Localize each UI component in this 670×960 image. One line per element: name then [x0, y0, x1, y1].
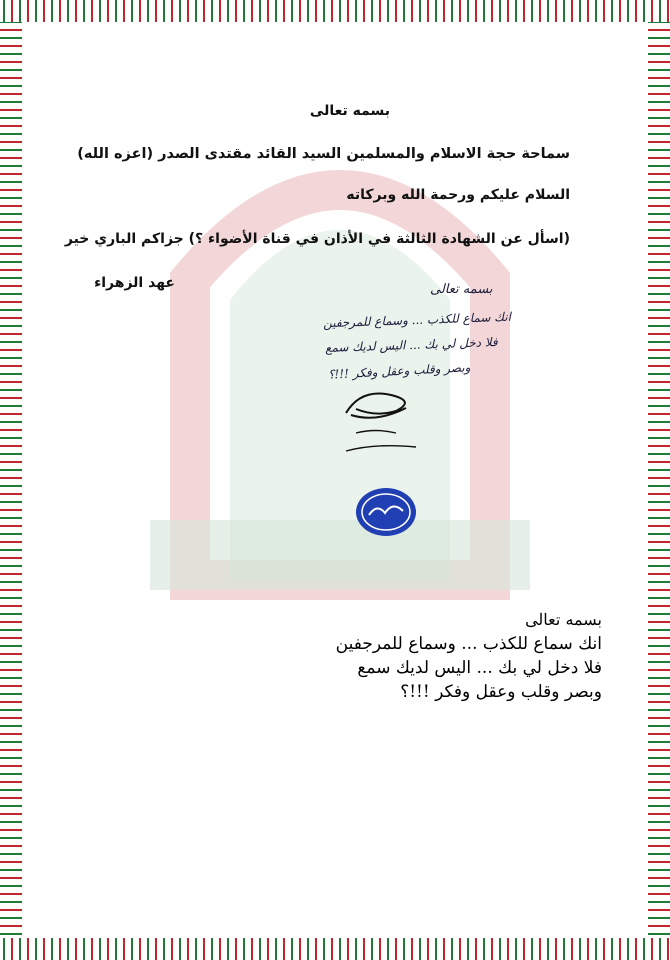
handwritten-signature [336, 383, 426, 463]
official-seal-stamp [355, 487, 417, 537]
typed-line-4: وبصر وقلب وعقل وفكر !!!؟ [400, 682, 602, 702]
typed-line-3: فلا دخل لي بك ... اليس لديك سمع [357, 658, 602, 678]
letter-greeting: السلام عليكم ورحمة الله وبركاته [346, 187, 570, 203]
handwritten-line-2: انك سماع للكذب ... وسماع للمرجفين [322, 309, 512, 331]
letter-sender: عهد الزهراء [94, 275, 175, 291]
typed-line-2: انك سماع للكذب ... وسماع للمرجفين [335, 634, 602, 654]
typed-transcription [336, 608, 602, 704]
handwritten-line-3: فلا دخل لي بك ... اليس لديك سمع [324, 334, 498, 356]
handwritten-basmala: بسمه تعالى [430, 282, 493, 297]
decorative-border-top [0, 0, 670, 22]
letter-basmala: بسمه تعالى [309, 103, 390, 119]
letter-addressee: سماحة حجة الاسلام والمسلمين السيد القائد مقتدى الصدر (اعزه الله) [77, 146, 570, 162]
decorative-border-right [648, 22, 670, 938]
typed-basmala: بسمه تعالى [525, 610, 602, 629]
letter-question: (اسأل عن الشهادة الثالثة في الأذان في قناة الأضواء ؟) جزاكم الباري خير [64, 231, 570, 247]
decorative-border-left [0, 22, 22, 938]
decorative-border-bottom [0, 938, 670, 960]
handwritten-line-4: وبصر وقلب وعقل وفكر !!!؟ [327, 360, 471, 382]
